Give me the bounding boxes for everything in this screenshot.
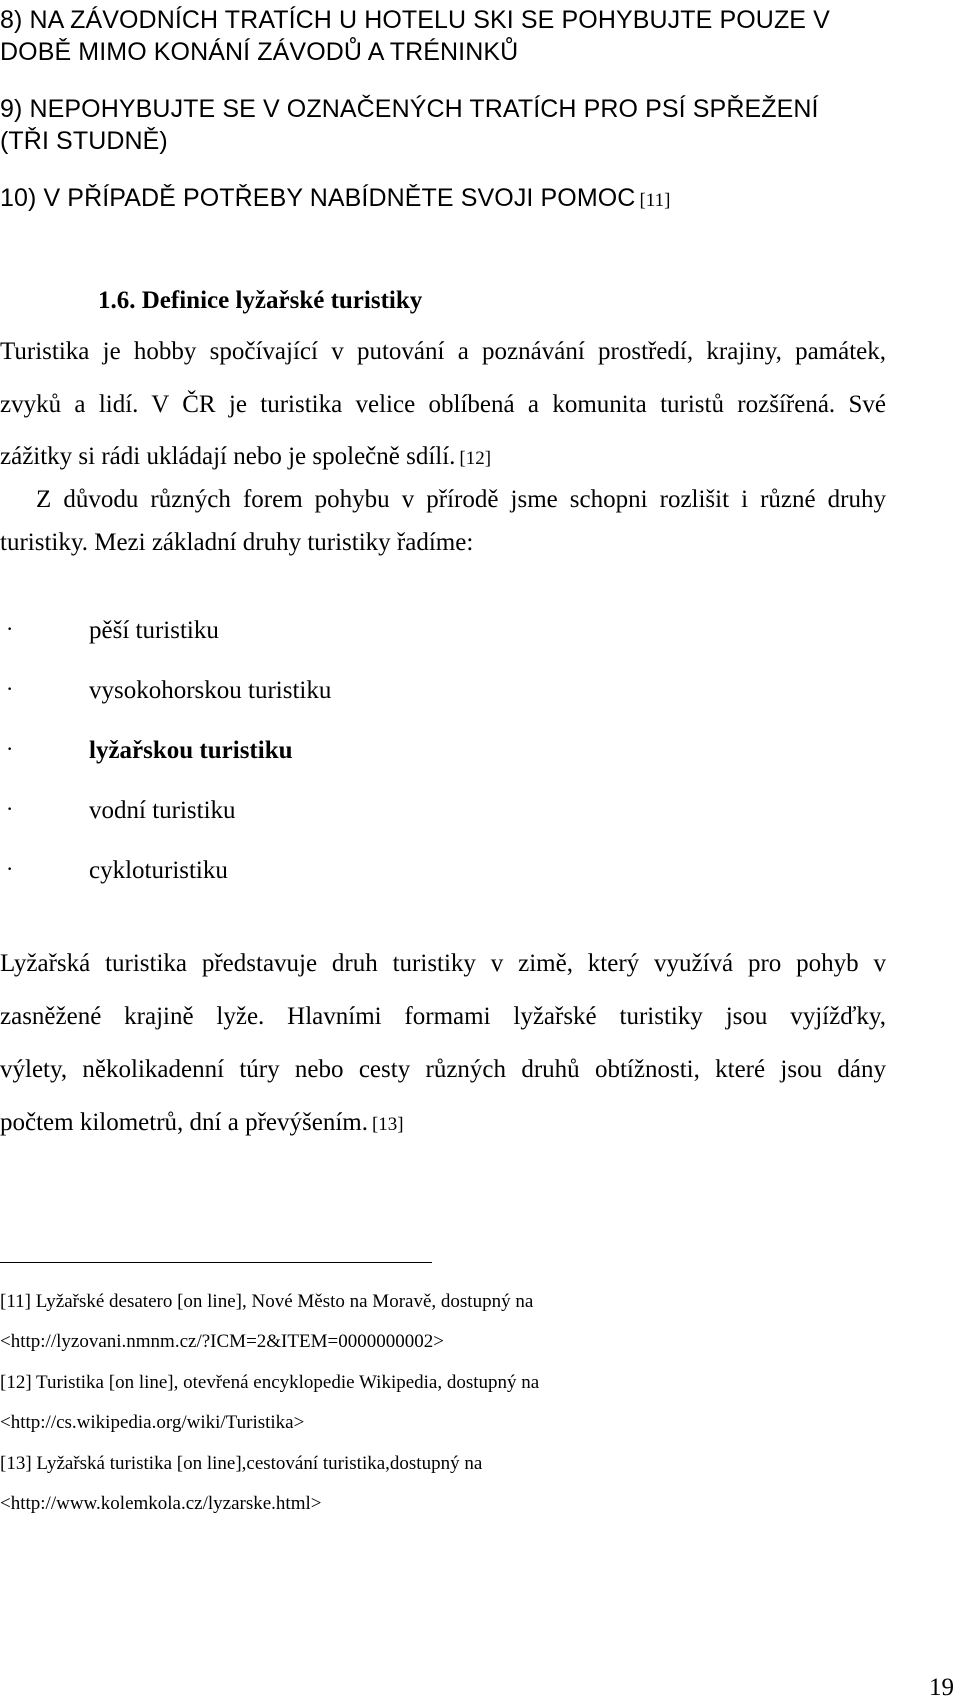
section-heading: 1.6. Definice lyžařské turistiky bbox=[98, 287, 423, 314]
page-number: 19 bbox=[929, 1674, 954, 1701]
list-bullet: · bbox=[6, 796, 14, 821]
para1-line-3-text: zážitky si rádi ukládají nebo je společně sdílí. bbox=[0, 443, 456, 470]
list-bullet: · bbox=[6, 736, 14, 761]
footnote-13-link: <http://www.kolemkola.cz/lyzarske.html> bbox=[0, 1493, 322, 1514]
closing-line-4-text: počtem kilometrů, dní a převýšením. bbox=[0, 1109, 368, 1136]
footnote-separator bbox=[0, 1262, 432, 1263]
closing-line-3: výlety, několikadenní túry nebo cesty různých druhů obtížnosti, které jsou dány bbox=[0, 1056, 886, 1083]
rule-10-text: 10) V PŘÍPADĚ POTŘEBY NABÍDNĚTE SVOJI POMOC bbox=[0, 184, 636, 212]
closing-line-2: zasněžené krajině lyže. Hlavními formami lyžařské turistiky jsou vyjížďky, bbox=[0, 1003, 886, 1030]
footnote-12-line-1: [12] Turistika [on line], otevřená encyklopedie Wikipedia, dostupný na bbox=[0, 1372, 540, 1393]
para1-line-2: zvyků a lidí. V ČR je turistika velice oblíbená a komunita turistů rozšířená. Své bbox=[0, 391, 886, 418]
list-item: vysokohorskou turistiku bbox=[89, 677, 332, 704]
footnote-11-link: <http://lyzovani.nmnm.cz/?ICM=2&ITEM=0000000002> bbox=[0, 1331, 444, 1352]
para1-line-3 bbox=[0, 444, 491, 469]
para1-reference: [12] bbox=[459, 448, 492, 469]
rule-10 bbox=[0, 186, 670, 211]
closing-reference: [13] bbox=[371, 1114, 404, 1135]
footnote-12-link: <http://cs.wikipedia.org/wiki/Turistika> bbox=[0, 1412, 305, 1433]
list-bullet: · bbox=[6, 856, 14, 881]
rule-8-line-1: 8) NA ZÁVODNÍCH TRATÍCH U HOTELU SKI SE POHYBUJTE POUZE V bbox=[0, 6, 830, 34]
closing-line-1: Lyžařská turistika představuje druh turistiky v zimě, který využívá pro pohyb v bbox=[0, 950, 886, 977]
closing-line-4 bbox=[0, 1110, 404, 1135]
rule-10-reference: [11] bbox=[639, 190, 671, 211]
footnote-13-line-1: [13] Lyžařská turistika [on line],cestování turistika,dostupný na bbox=[0, 1453, 483, 1474]
rule-8-line-2: DOBĚ MIMO KONÁNÍ ZÁVODŮ A TRÉNINKŮ bbox=[0, 38, 519, 66]
para1-line-1: Turistika je hobby spočívající v putování a poznávání prostředí, krajiny, památek, bbox=[0, 338, 886, 365]
para2-line-1: Z důvodu různých forem pohybu v přírodě jsme schopni rozlišit i různé druhy bbox=[36, 486, 886, 513]
rule-9-line-2: (TŘI STUDNĚ) bbox=[0, 127, 168, 155]
rule-9-line-1: 9) NEPOHYBUJTE SE V OZNAČENÝCH TRATÍCH PRO PSÍ SPŘEŽENÍ bbox=[0, 95, 819, 123]
list-item: pěší turistiku bbox=[89, 617, 219, 644]
footnote-11-line-1: [11] Lyžařské desatero [on line], Nové Město na Moravě, dostupný na bbox=[0, 1291, 534, 1312]
para2-line-2: turistiky. Mezi základní druhy turistiky řadíme: bbox=[0, 529, 474, 556]
list-item: cykloturistiku bbox=[89, 857, 228, 884]
list-bullet: · bbox=[6, 616, 14, 641]
list-item-highlighted: lyžařskou turistiku bbox=[89, 737, 293, 764]
list-item: vodní turistiku bbox=[89, 797, 236, 824]
list-bullet: · bbox=[6, 676, 14, 701]
